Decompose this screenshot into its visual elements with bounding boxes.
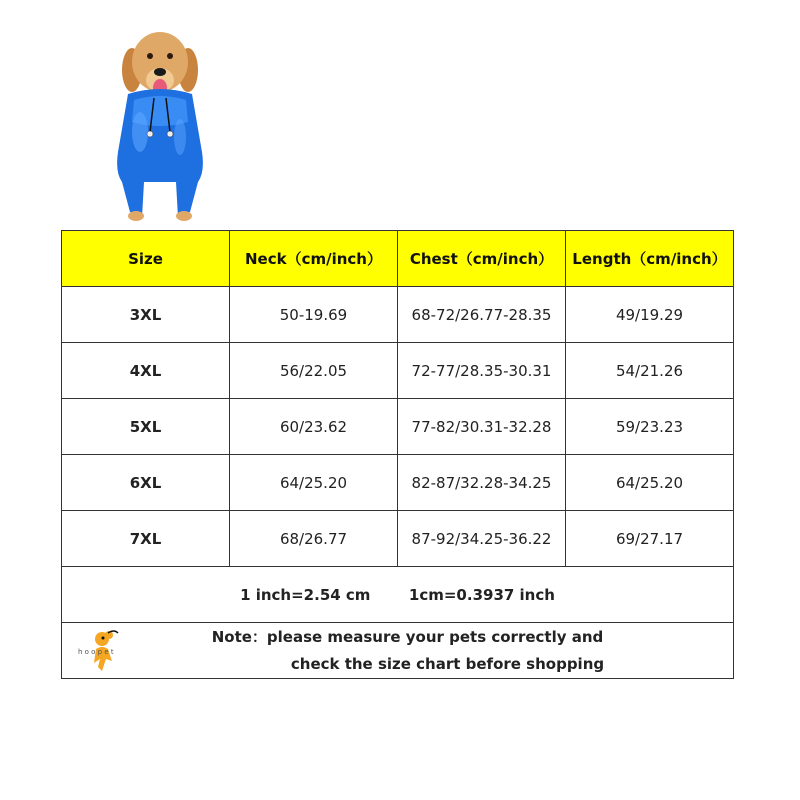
table-header-row xyxy=(62,231,734,287)
size-cell: 5XL xyxy=(62,399,230,455)
note-row xyxy=(62,623,734,679)
chest-cell: 82-87/32.28-34.25 xyxy=(398,455,566,511)
header-chest: Chest（cm/inch） xyxy=(398,231,566,287)
inch-to-cm-text: 1 inch=2.54 cm xyxy=(240,585,371,604)
size-cell: 6XL xyxy=(62,455,230,511)
note-line-2: check the size chart before shopping xyxy=(290,654,605,673)
header-size: Size xyxy=(62,231,230,287)
table-row xyxy=(62,455,734,511)
size-cell: 7XL xyxy=(62,511,230,567)
note-text xyxy=(62,624,733,678)
conversion-cell xyxy=(62,567,734,623)
header-neck: Neck（cm/inch） xyxy=(230,231,398,287)
chest-cell: 87-92/34.25-36.22 xyxy=(398,511,566,567)
neck-cell: 68/26.77 xyxy=(230,511,398,567)
header-length: Length（cm/inch） xyxy=(566,231,734,287)
neck-cell: 60/23.62 xyxy=(230,399,398,455)
neck-cell: 64/25.20 xyxy=(230,455,398,511)
chest-cell: 72-77/28.35-30.31 xyxy=(398,343,566,399)
dog-raincoat-photo xyxy=(110,22,210,222)
length-cell: 59/23.23 xyxy=(566,399,734,455)
chest-cell: 68-72/26.77-28.35 xyxy=(398,287,566,343)
length-cell: 69/27.17 xyxy=(566,511,734,567)
table-row xyxy=(62,511,734,567)
chest-cell: 77-82/30.31-32.28 xyxy=(398,399,566,455)
length-cell: 54/21.26 xyxy=(566,343,734,399)
neck-cell: 50-19.69 xyxy=(230,287,398,343)
hoopet-logo-icon xyxy=(72,627,128,679)
table-row xyxy=(62,399,734,455)
neck-cell: 56/22.05 xyxy=(230,343,398,399)
length-cell: 64/25.20 xyxy=(566,455,734,511)
logo-lettering: h o o p e t xyxy=(78,648,114,656)
size-chart-table xyxy=(61,230,734,679)
size-cell: 3XL xyxy=(62,287,230,343)
table-row xyxy=(62,343,734,399)
table-row xyxy=(62,287,734,343)
cm-to-inch-text: 1cm=0.3937 inch xyxy=(408,585,555,604)
note-cell xyxy=(62,623,734,679)
conversion-row xyxy=(62,567,734,623)
note-line-1: Note：please measure your pets correctly and xyxy=(211,627,604,646)
length-cell: 49/19.29 xyxy=(566,287,734,343)
size-cell: 4XL xyxy=(62,343,230,399)
